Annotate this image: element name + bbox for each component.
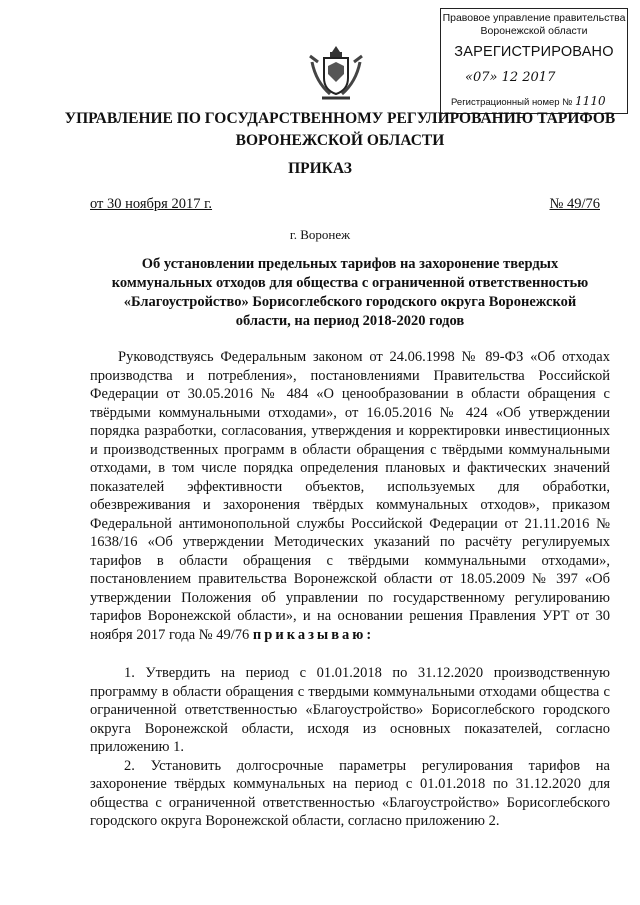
stamp-status: ЗАРЕГИСТРИРОВАНО xyxy=(454,44,614,60)
order-date: от 30 ноября 2017 г. xyxy=(90,196,213,212)
document-body xyxy=(90,348,610,831)
preamble-paragraph xyxy=(90,348,610,644)
stamp-reg-label: Регистрационный номер № xyxy=(451,97,573,108)
order-subject: Об установлении предельных тарифов на захоронение твердых коммунальных отходов для общества с ограниченной ответственностью «Благоустройство» Борисоглебского городского округа Воронежской области, на период 2018-2020 годов xyxy=(111,256,589,329)
order-number: № 49/76 xyxy=(549,196,600,212)
registration-stamp xyxy=(440,8,628,114)
preamble-text: Руководствуясь Федеральным законом от 24.06.1998 № 89-ФЗ «Об отходах производства и потребления», постановлениями Правительства Российской Федерации от 30.05.2016 № 484 «О ценообразовании в области обращения с твёрдыми коммунальными отходами», от 16.05.2016 № 424 «Об утверждении порядка разработки, согласования, утверждения и корректировки инвестиционных и производственных программ в области обращения с твёрдыми коммунальными отходами, в том числе порядка определения плановых и фактических значений показателей эффективности объектов, используемых для обработки, обезвреживания и захоронения твёрдых коммунальных отходов», приказом Федеральной антимонопольной службы Российской Федерации от 21.11.2016 № 1638/16 «Об утверждении Методических указаний по расчёту регулируемых тарифов в области обращения с твёрдыми коммунальными отходами», постановлением правительства Воронежской области от 18.05.2009 № 397 «Об утверждении Положения об управлении по государственному регулированию тарифов Воронежской области», и на основании решения Правления УРТ от 30 ноября 2017 года № 49/76 xyxy=(90,349,610,643)
order-word: приказываю: xyxy=(252,626,375,643)
stamp-date: «07» 12 2017 xyxy=(465,70,556,85)
order-item-2: 2. Установить долгосрочные параметры регулирования тарифов на захоронение твёрдых коммунальных на период с 01.01.2018 по 31.12.2020 для общества с ограниченной ответственностью «Благоустройство» Борисоглебского городского округа Воронежской области, согласно приложению 2. xyxy=(90,757,610,829)
document-type: ПРИКАЗ xyxy=(288,160,352,177)
stamp-organization: Правовое управление правительства Воронежской области xyxy=(442,12,626,37)
city: г. Воронеж xyxy=(289,227,351,242)
issuing-authority: УПРАВЛЕНИЕ ПО ГОСУДАРСТВЕННОМУ РЕГУЛИРОВАНИЮ ТАРИФОВ ВОРОНЕЖСКОЙ ОБЛАСТИ xyxy=(64,110,616,149)
coat-of-arms-emblem xyxy=(308,42,364,104)
stamp-reg-number: 1110 xyxy=(575,94,606,108)
order-item-1: 1. Утвердить на период с 01.01.2018 по 31.12.2020 производственную программу в области обращения с твердыми коммунальными отходами общества с ограниченной ответственностью «Благоустройство» Борисоглебского городского округа Воронежской области, исходя из основных показателей, согласно приложению 1. xyxy=(90,665,610,755)
